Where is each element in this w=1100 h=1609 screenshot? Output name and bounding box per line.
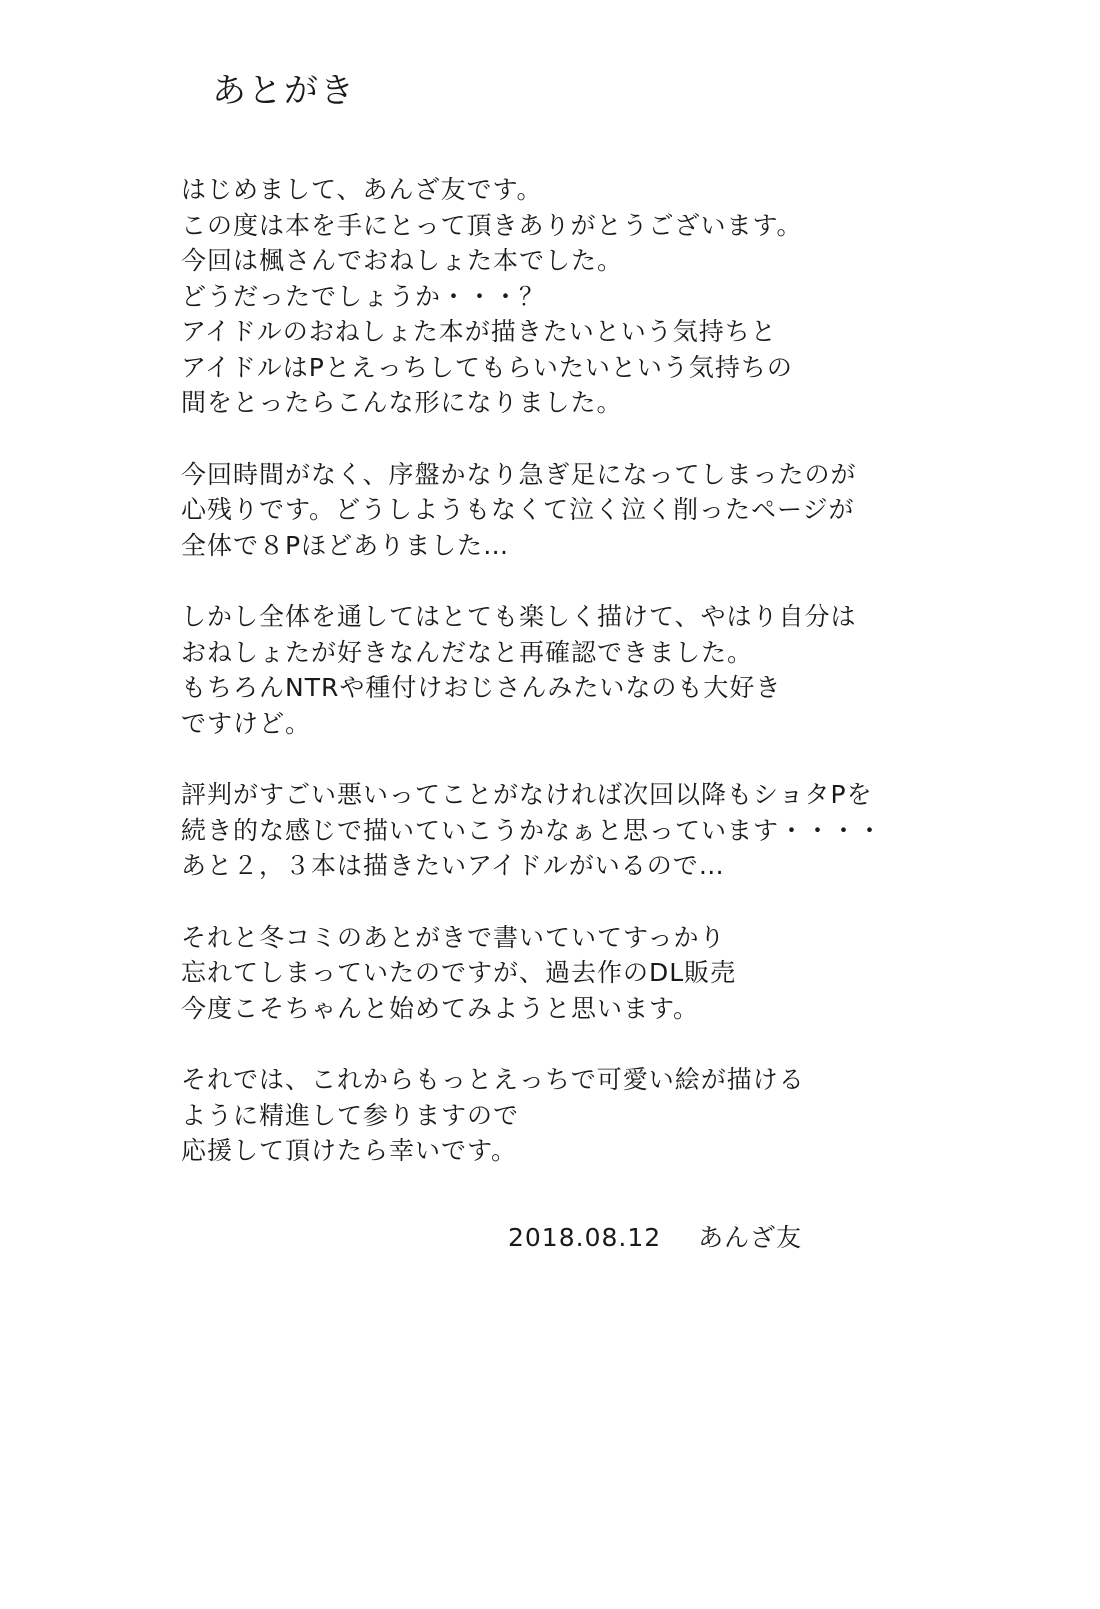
text-line: もちろんNTRや種付けおじさんみたいなのも大好き [181,673,782,702]
paragraph-2 [181,457,1041,564]
text-line: 今度こそちゃんと始めてみようと思います。 [181,993,700,1023]
text-line: しかし全体を通してはとても楽しく描けて、やはり自分は [181,602,857,631]
text-line: あと２，３本は描きたいアイドルがいるので… [181,851,725,880]
paragraph-1 [181,172,1041,421]
text-line: 評判がすごい悪いってことがなければ次回以降もショタPを [181,780,873,809]
text-line: ですけど。 [181,708,312,738]
text-line: 続き的な感じで描いていこうかなぁと思っています・・・・ [181,815,884,845]
text-line: 応援して頂けたら幸いです。 [181,1136,518,1165]
text-line: それでは、これからもっとえっちで可愛い絵が描ける [181,1065,805,1094]
text-line: おねしょたが好きなんだなと再確認できました。 [181,637,754,667]
text-line: 心残りです。どうしようもなくて泣く泣く削ったページが [181,495,855,524]
text-line: 今回は楓さんでおねしょた本でした。 [181,246,624,275]
text-line: 全体で８Pほどありました… [181,530,510,560]
signature-date: 2018.08.12 [508,1223,662,1252]
text-line: 忘れてしまっていたのですが、過去作のDL販売 [181,958,737,987]
text-line: この度は本を手にとって頂きありがとうございます。 [181,210,803,240]
paragraph-3 [181,599,1041,741]
text-line: どうだったでしょうか・・・？ [181,281,546,311]
signature [508,1218,802,1258]
text-line: アイドルのおねしょた本が描きたいという気持ちと [181,317,777,346]
text-line: ように精進して参りますので [181,1100,520,1130]
paragraph-5 [181,920,1041,1027]
signature-author: あんざ友 [698,1223,803,1252]
text-line: はじめまして、あんざ友です。 [181,175,543,204]
text-line: アイドルはPとえっちしてもらいたいという気持ちの [181,352,793,382]
paragraph-4 [181,777,1041,884]
text-line: 今回時間がなく、序盤かなり急ぎ足になってしまったのが [181,459,857,489]
paragraph-6 [181,1062,1041,1169]
afterword-body [181,172,1041,1205]
text-line: 間をとったらこんな形になりました。 [181,388,623,417]
page-title: あとがき [212,71,356,111]
text-line: それと冬コミのあとがきで書いていてすっかり [181,922,726,952]
